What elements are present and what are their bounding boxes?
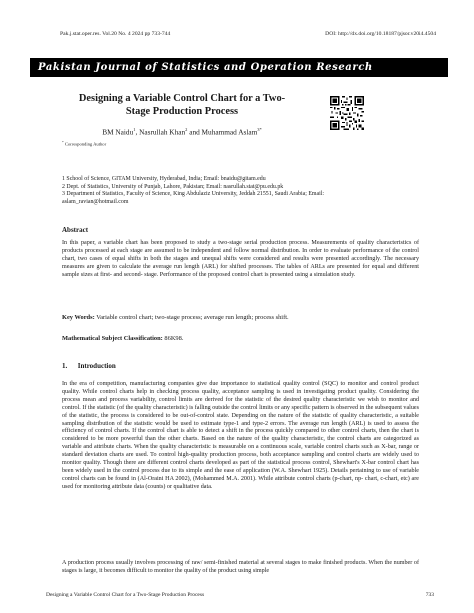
affiliation-3: 3 Department of Statistics, Faculty of Science, King Abdulaziz University, Jeddah 21551, Saudi Arabia; Email: [62,191,325,198]
author-2-affil: 2 [185,127,188,132]
journal-banner: Pakistan Journal of Statistics and Operation Research [30,58,448,77]
running-header-left: Pak.j.stat.oper.res. Vol.20 No. 4 2024 pp 733-744 [60,31,171,37]
title-line-1: Designing a Variable Control Chart for a Two- [78,93,286,104]
author-1-affil: 1 [133,127,136,132]
running-header-right: DOI: http://dx.doi.org/10.18187/pjsor.v20i4.4504 [325,31,436,37]
paper-title [56,92,308,118]
introduction-paragraph-1: In the era of competition, manufacturing companies give due importance to statistical quality control (SQC) to monitor and control product quality. While control charts help in checking process quality, acceptance sampling is used in investigating product quality. Considering the process mean and process variability, control limits are derived for the statistic of the desired quality characteristic we wish to monitor and control. If the statistic (of the quality characteristic) is falling outside the control limits or any specific pattern is observed in the subsequent values of the statistic, the process is considered to be out-of-control state. Depending on the nature of the statistic of quality characteristic, a suitable sampling distribution of the statistic would be used to estimate type-1 and type-2 errors. The average run length (ARL) is used to assess the efficiency of control charts. If the control chart is able to detect a shift in the process quickly compared to other control charts, then the chart is considered to be more powerful than the other charts. Based on the nature of the quality characteristic, the control charts are categorized as variable and attribute charts. When the quality characteristic is measurable on a continuous scale, variable control charts such as X-bar, range or standard deviation charts are used. To control high-quality production process, both acceptance sampling and control charts are widely used to monitor quality. Though there are different control charts developed as part of the statistical process control, Shewhart's X-bar control chart has been widely used in the control process due to its simple and the ease of application (W.A. Shewhart 1925). Details pertaining to use of variable control charts can be found in (Al-Oraini HA 2002), (Mohammed M.A. 2001). While attribute control charts (p-chart, np- chart, c-chart, etc) are used for monitoring attribute data (counts) or qualitative data. [62,381,419,490]
qr-code-icon[interactable] [330,96,364,130]
msc-label: Mathematical Subject Classification: [62,335,163,342]
corresponding-author-note [62,140,106,147]
subject-classification [62,335,419,343]
running-footer-title: Designing a Variable Control Chart for a Two-Stage Production Process [46,592,205,598]
corresponding-text: Corresponding Author [63,141,107,147]
author-list [56,127,308,136]
corresponding-mark: * [62,140,64,144]
author-3-affil: 3* [257,127,262,132]
affiliations [62,176,422,207]
affiliation-3-email: aslam_ravian@hotmail.com [62,199,129,206]
affiliation-1: 1 School of Science, GITAM University, Hyderabad, India; Email: bnaidu@gitam.edu [62,176,266,182]
page-number: 733 [425,592,434,598]
keywords-label: Key Words: [62,314,95,321]
author-1: BM Naidu [102,127,134,137]
keywords-text: Variable control chart; two-stage process; average run length; process shift. [94,314,289,321]
author-2: , Nasrullah Khan [135,127,186,137]
keywords [62,314,419,322]
msc-text: 86K98. [162,335,184,342]
title-line-2: Stage Production Process [125,106,239,117]
affiliation-2: 2 Dept. of Statistics, University of Punjab, Lahore, Pakistan; Email: nasrullah.stat@pu.edu.pk [62,183,284,190]
author-3: and Muhammad Aslam [187,127,258,137]
introduction-paragraph-2: A production process usually involves processing of raw/ semi-finished material at several stages to make finished products. When the number of stages is large, it becomes difficult to monitor the quality of the product using simple [62,560,419,574]
abstract-heading: Abstract [62,226,89,234]
introduction-heading: 1. Introduction [62,362,116,370]
abstract-body: In this paper, a variable chart has been proposed to study a two-stage serial production process. Measurements of quality characteristics of products processed at each stage are assumed to be independent and follow normal distribution. In order to evaluate performance of the control chart, two cases of equal shifts in both the stages and unequal shifts were considered and results were presented accordingly. The necessary measures are given to calculate the average run length (ARL) for shifted processes. The tables of ARLs are presented for equal and different sample sizes at first- and second- stage. Performance of the proposed control chart is presented using a simulation study. [62,240,419,278]
